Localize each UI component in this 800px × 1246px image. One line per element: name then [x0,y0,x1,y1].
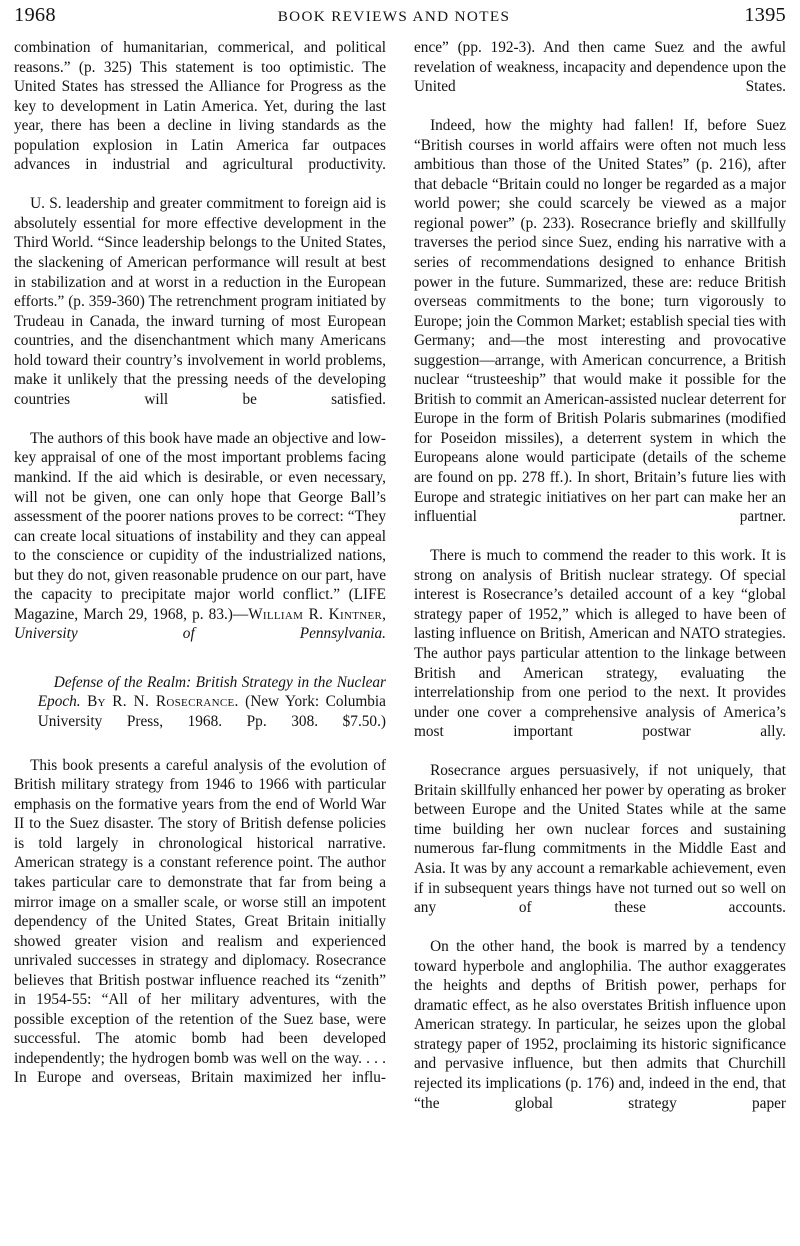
citation-spacer-above [14,664,386,673]
paragraph-authors-appraisal [14,429,386,664]
citation-author: R. N. Rosecrance. [112,693,239,711]
paragraph-review-opening: This book presents a careful analysis of the evolution of British military strategy from 1946 to 1966 with particular emphasis on the formative years from the end of World War II to the Suez disaster. The story of British defense policies is told largely in chronological historical narrative. American strategy is a constant reference point. The author takes particular care to demonstrate that far from being a mirror image on a smaller scale, or worse still an impotent dependency of the United States, Great Britain initially showed greater vision and realism and experienced unrivaled successes in strategy and diplomacy. Rosecrance believes that British postwar influence reached its “zenith” in 1954-55: “All of her military adventures, with the possible exception of the retention of the Suez base, were successful. The atomic bomb had been developed independently; the hydrogen bomb was well on the way. . . . In Europe and overseas, Britain maximized her influ- [14,756,386,1087]
paragraph-rosecrance-argues: Rosecrance argues persuasively, if not uniquely, that Britain skillfully enhanced her power by operating as broker between Europe and the United States while at the same time building her own nuclear forces and sustaining numerous far-flung commitments in the Middle East and Asia. It was by any account a remarkable achievement, even if in subsequent years things have not turned out so well on any of these accounts. [414,762,786,917]
paragraph-on-the-other-hand: On the other hand, the book is marred by a tendency toward hyperbole and anglophilia. The author exaggerates the heights and depths of British power, perhaps for dramatic effect, as he also overstates British influence upon American strategy. In particular, he seizes upon the global strategy paper of 1952, proclaiming its historic significance and pervasive influence, but then admits that Churchill rejected its implications (p. 176) and, indeed in the end, that “the global strategy paper [414,938,786,1112]
book-citation-defense-of-the-realm [14,673,386,751]
citation-title: Defense of the Realm: British Strategy in the Nuclear Epoch. [37,673,386,711]
two-column-body [14,38,786,1238]
reviewer-name: William R. Kintner [248,605,383,623]
running-head [14,4,786,26]
citation-by-label: By [87,693,106,711]
folio-year: 1968 [14,4,56,26]
citation-publication: (New York: Columbia University Press, 1968. Pp. 308. $7.50.) [37,693,386,730]
paragraph-much-to-commend: There is much to commend the reader to this work. It is strong on analysis of British nuclear strategy. Of special interest is Rosecrance’s detailed account of a key “global strategy paper of 1952,” which is alleged to have been of lasting influence on British, American and NATO strategies. The author pays particular attention to the linkage between British and American strategy, evaluating the interrelationship from one period to the next. It provides under one cover a comprehensive analysis of America’s most important postwar ally. [414,547,786,741]
paragraph-body-text: The authors of this book have made an objective and low-key appraisal of one of the most important problems facing mankind. If the aid which is desirable, or even necessary, will not be given, one can only hope that George Ball’s assessment of the poorer nations proves to be correct: “They can create local situations of instability and they can appeal to the conscience or cupidity of the industrialized nations, but they do not, given reasonable prudence on our part, have the capacity to precipitate major world conflict.” (LIFE Magazine, March 29, 1968, p. 83.)— [14,429,386,623]
right-column [414,38,786,1238]
paragraph-mighty-had-fallen: Indeed, how the mighty had fallen! If, before Suez “British courses in world affairs were often not much less ambitious than those of the United States” (p. 216), after that debacle “Britain could no longer be regarded as a major world power; she could scarcely be viewed as a major regional power” (p. 233). Rosecrance briefly and skillfully traverses the period since Suez, ending his narrative with a series of recommendations designed to enhance British power in the future. Summarized, these are: reduce British overseas commitments to the bone; turn vigorously to Europe; join the Common Market; establish special ties with Germany; and—the most interesting and provocative suggestion—arrange, with American concurrence, a British nuclear “trusteeship” that would make it possible for the British to commit an American-assisted nuclear deterrent for Europe in the form of British Polaris submarines (modified for Poseidon missiles), a deterrent system in which the Europeans alone would participate (details of the scheme are found on pp. 278 ff.). In short, Britain’s future lies with Europe and strategic initiatives on her part can make her an influential partner. [414,117,786,526]
paragraph-us-leadership: U. S. leadership and greater commitment to foreign aid is absolutely essential for more effective development in the Third World. “Since leadership belongs to the United States, the slackening of American performance will result at best in stabilization and at worst in a reduction in the European efforts.” (p. 359-360) The retrenchment program initiated by Trudeau in Canada, the inward turning of most European countries, and the disenchantment which many Americans hold toward their country’s involvement in world problems, make it unlikely that the pressing needs of the developing countries will be satisfied. [14,195,386,408]
signature-separator: , [382,605,386,623]
reviewer-affiliation: University of Pennsylvania. [14,625,386,643]
paragraph-continuation-ence-suez: ence” (pp. 192-3). And then came Suez and the awful revelation of weakness, incapacity and dependence upon the United States. [414,39,786,96]
folio-page-number: 1395 [744,4,786,26]
paragraph-continuation-humanitarian: combination of humanitarian, commerical, and political reasons.” (p. 325) This statement is too optimistic. The United States has stressed the Alliance for Progress as the key to development in Latin America. Yet, during the last year, there has been a decline in living standards as the population explosion in Latin America far outpaces advances in industrial and agricultural productivity. [14,39,386,174]
page-title: BOOK REVIEWS AND NOTES [277,8,511,25]
left-column [14,38,386,1238]
